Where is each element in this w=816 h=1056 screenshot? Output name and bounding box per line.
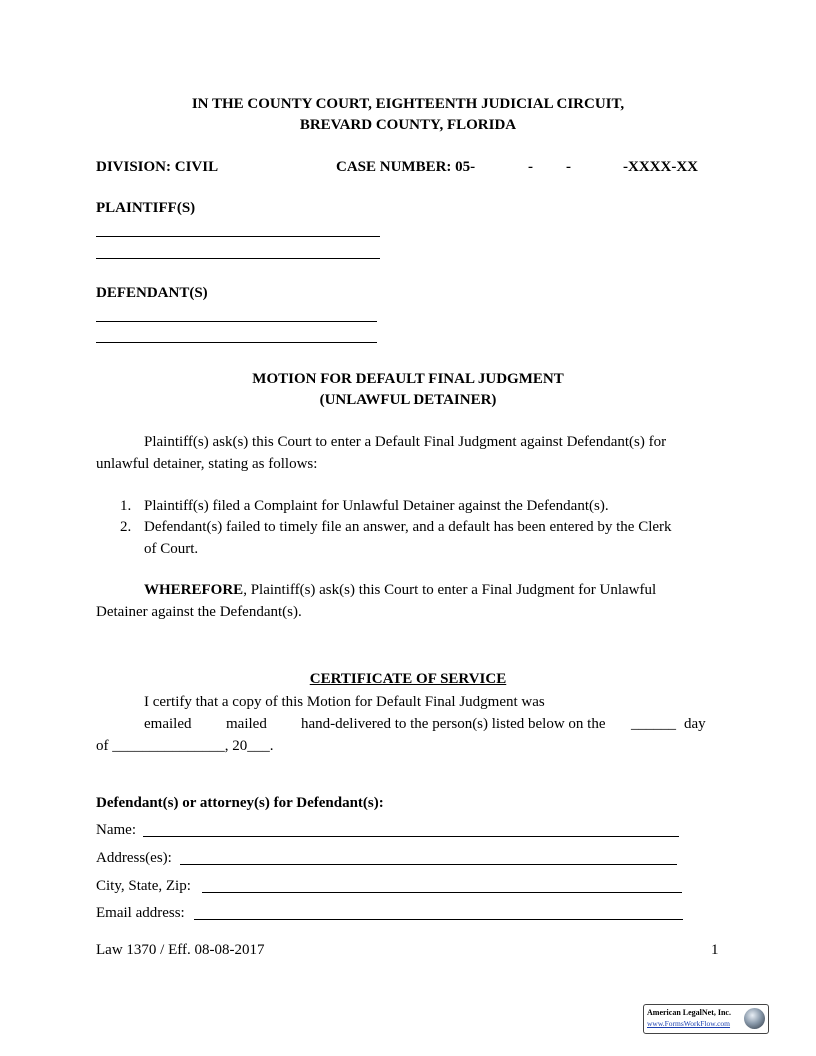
item-number-1: 1. [120,498,132,514]
defendant-name-line-1[interactable] [96,321,377,322]
certificate-heading: CERTIFICATE OF SERVICE [309,671,507,687]
option-emailed[interactable]: emailed [144,716,192,732]
day-word: day [684,716,706,732]
name-label: Name: [96,822,136,838]
page-number: 1 [711,942,719,958]
year-end: . [269,738,274,754]
year-prefix: , 20 [224,738,248,754]
wherefore-paragraph [144,582,656,599]
wherefore-text: , Plaintiff(s) ask(s) this Court to enter a Final Judgment for Unlawful [243,582,657,598]
company-logo[interactable] [643,1004,769,1034]
plaintiff-label: PLAINTIFF(S) [96,200,196,216]
option-hand-delivered[interactable]: hand-delivered to the person(s) listed below on the [301,716,606,732]
item-text-2-cont: of Court. [144,541,199,557]
intro-line-1: Plaintiff(s) ask(s) this Court to enter a Default Final Judgment against Defendant(s) for [144,434,667,450]
email-label: Email address: [96,905,185,921]
case-number-label: CASE NUMBER: 05- [336,159,476,175]
wherefore-line-2: Detainer against the Defendant(s). [96,604,302,620]
address-label: Address(es): [96,850,172,866]
certificate-line-1: I certify that a copy of this Motion for Default Final Judgment was [144,694,545,710]
service-month-blank[interactable]: _______________ [112,738,225,754]
court-name-line1: IN THE COUNTY COURT, EIGHTEENTH JUDICIAL CIRCUIT, [191,96,625,112]
globe-icon [744,1008,765,1029]
wherefore-keyword: WHEREFORE [144,582,244,598]
item-text-1: Plaintiff(s) filed a Complaint for Unlawful Detainer against the Defendant(s). [144,498,609,514]
case-number-dash-1: - [528,159,533,175]
case-number-dash-2: - [566,159,571,175]
defendant-name-line-2[interactable] [96,342,377,343]
email-field[interactable] [194,919,683,920]
city-state-zip-field[interactable] [202,892,682,893]
motion-title: MOTION FOR DEFAULT FINAL JUDGMENT [252,371,564,387]
option-mailed[interactable]: mailed [226,716,267,732]
court-name-line2: BREVARD COUNTY, FLORIDA [299,117,517,133]
plaintiff-name-line-1[interactable] [96,236,380,237]
item-number-2: 2. [120,519,132,535]
address-field[interactable] [180,864,677,865]
defendant-label: DEFENDANT(S) [96,285,208,301]
service-day-blank[interactable]: ______ [631,716,676,732]
division-label: DIVISION: CIVIL [96,159,219,175]
intro-line-2: unlawful detainer, stating as follows: [96,456,318,472]
form-id: Law 1370 / Eff. 08-08-2017 [96,942,265,958]
name-field[interactable] [143,836,679,837]
motion-subtitle: (UNLAWFUL DETAINER) [319,392,497,408]
service-year-blank[interactable]: ___ [247,738,270,754]
plaintiff-name-line-2[interactable] [96,258,380,259]
logo-company-name: American LegalNet, Inc. [647,1008,731,1017]
of-word: of [96,738,109,754]
service-block-heading: Defendant(s) or attorney(s) for Defendant(s): [96,795,384,811]
service-date-line [96,738,274,755]
item-text-2: Defendant(s) failed to timely file an answer, and a default has been entered by the Clerk [144,519,672,535]
logo-url-link[interactable]: www.FormsWorkFlow.com [647,1019,731,1028]
case-number-suffix: -XXXX-XX [623,159,698,175]
city-state-zip-label: City, State, Zip: [96,878,191,894]
